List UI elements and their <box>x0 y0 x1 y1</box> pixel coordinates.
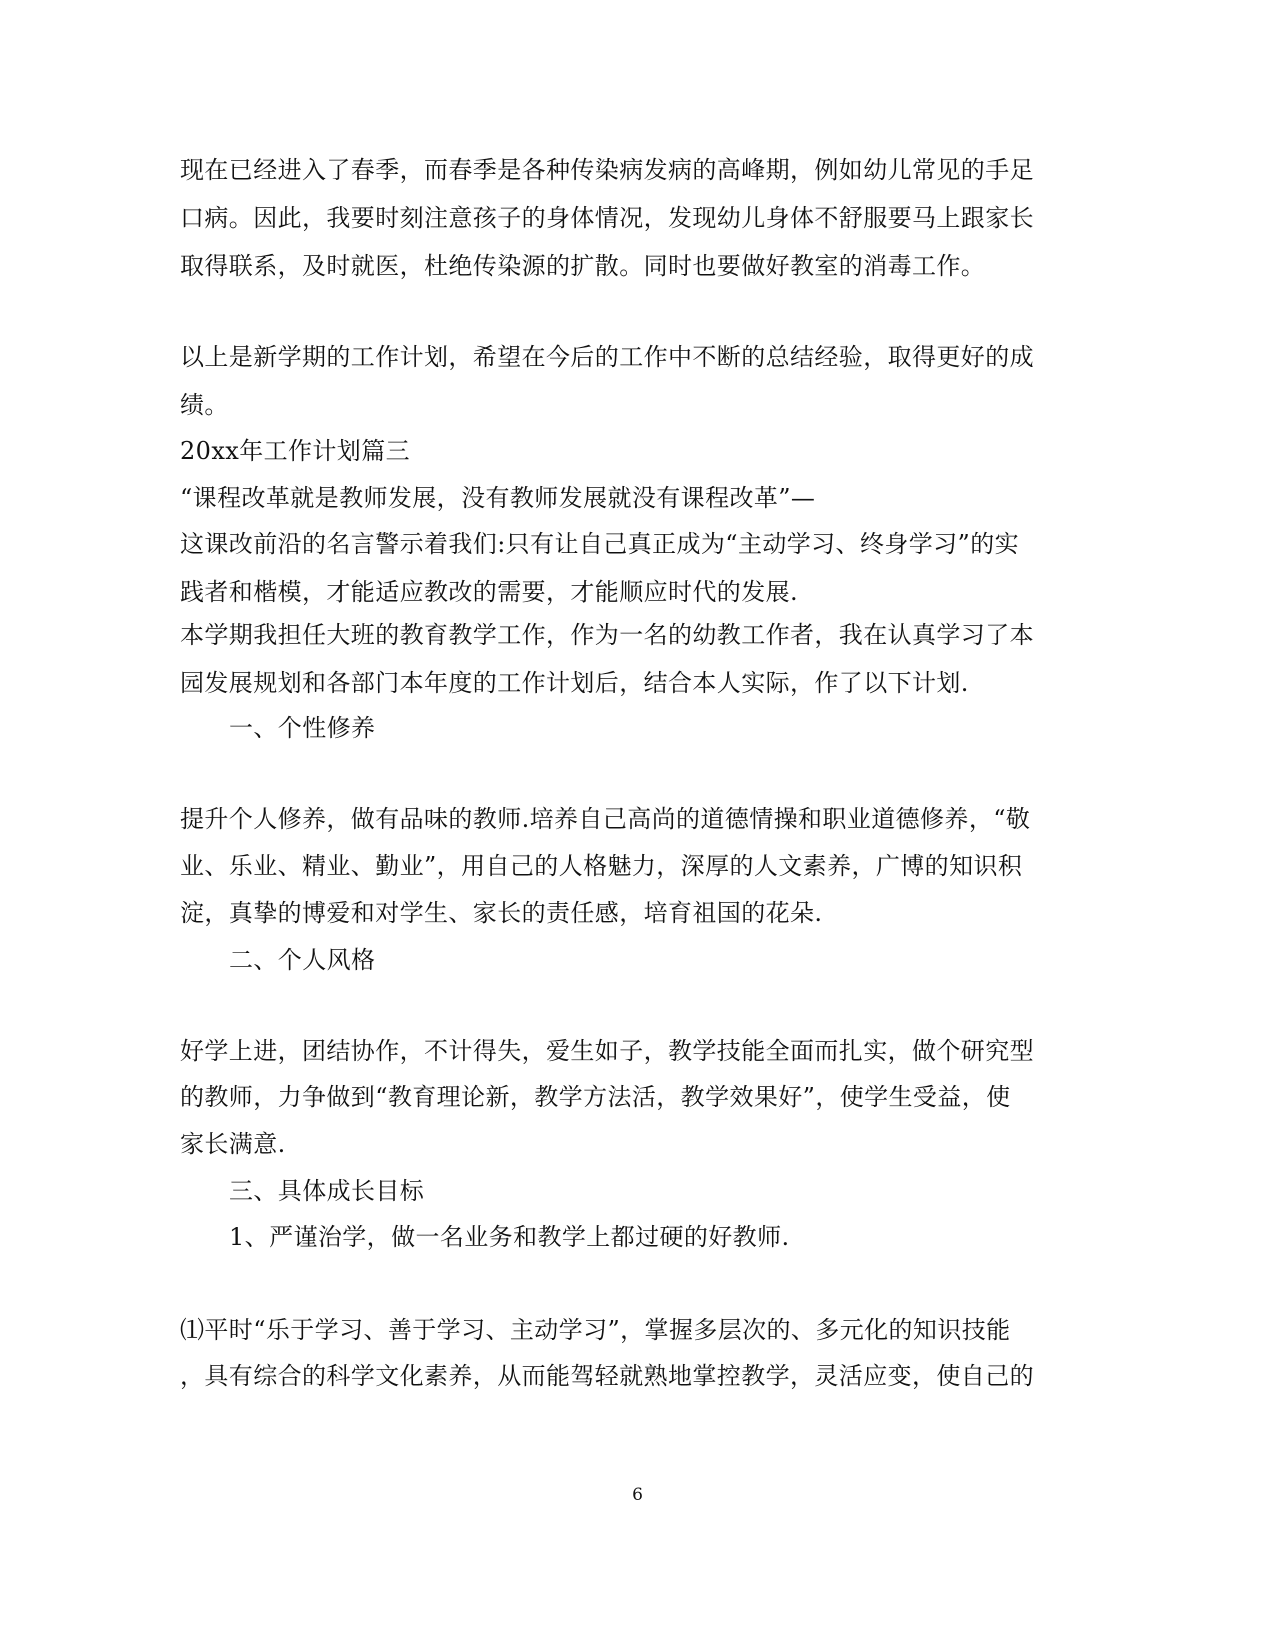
subheading-growth-goals: 三、具体成长目标 <box>229 1177 425 1205</box>
body-text-line: ⑴平时“乐于学习、善于学习、主动学习”，掌握多层次的、多元化的知识技能 <box>180 1316 1011 1344</box>
body-text-line: 绩。 <box>180 391 229 419</box>
body-text-line: 这课改前沿的名言警示着我们:只有让自己真正成为“主动学习、终身学习”的实 <box>180 530 1020 558</box>
body-text-line: 淀，真挚的博爱和对学生、家长的责任感，培育祖国的花朵. <box>180 899 823 927</box>
body-text-line: 家长满意. <box>180 1130 286 1158</box>
body-text-line: ，具有综合的科学文化素养，从而能驾轻就熟地掌控教学，灵活应变，使自己的 <box>180 1362 1034 1390</box>
list-item: 1、严谨治学，做一名业务和教学上都过硬的好教师. <box>229 1223 790 1251</box>
body-text-line: 业、乐业、精业、勤业”，用自己的人格魅力，深厚的人文素养，广博的知识积 <box>180 852 1023 880</box>
body-text-line: 以上是新学期的工作计划，希望在今后的工作中不断的总结经验，取得更好的成 <box>180 343 1034 371</box>
page-number: 6 <box>632 1485 643 1505</box>
body-text-line: 口病。因此，我要时刻注意孩子的身体情况，发现幼儿身体不舒服要马上跟家长 <box>180 204 1034 232</box>
section-title: 20xx年工作计划篇三 <box>180 437 411 465</box>
subheading-personal-style: 二、个人风格 <box>229 946 376 974</box>
body-text-line: 提升个人修养，做有品味的教师.培养自己高尚的道德情操和职业道德修养，“敬 <box>180 805 1031 833</box>
body-text-line: 园发展规划和各部门本年度的工作计划后，结合本人实际，作了以下计划. <box>180 669 969 697</box>
body-text-line: 取得联系，及时就医，杜绝传染源的扩散。同时也要做好教室的消毒工作。 <box>180 252 986 280</box>
body-text-line: 好学上进，团结协作，不计得失，爱生如子，教学技能全面而扎实，做个研究型 <box>180 1037 1034 1065</box>
body-text-line: 的教师，力争做到“教育理论新，教学方法活，教学效果好”，使学生受益，使 <box>180 1083 1011 1111</box>
subheading-personal-cultivation: 一、个性修养 <box>229 714 376 742</box>
quote-line: “课程改革就是教师发展，没有教师发展就没有课程改革”— <box>180 484 816 512</box>
body-text-line: 本学期我担任大班的教育教学工作，作为一名的幼教工作者，我在认真学习了本 <box>180 621 1034 649</box>
body-text-line: 现在已经进入了春季，而春季是各种传染病发病的高峰期，例如幼儿常见的手足 <box>180 156 1034 184</box>
body-text-line: 践者和楷模，才能适应教改的需要，才能顺应时代的发展. <box>180 578 799 606</box>
